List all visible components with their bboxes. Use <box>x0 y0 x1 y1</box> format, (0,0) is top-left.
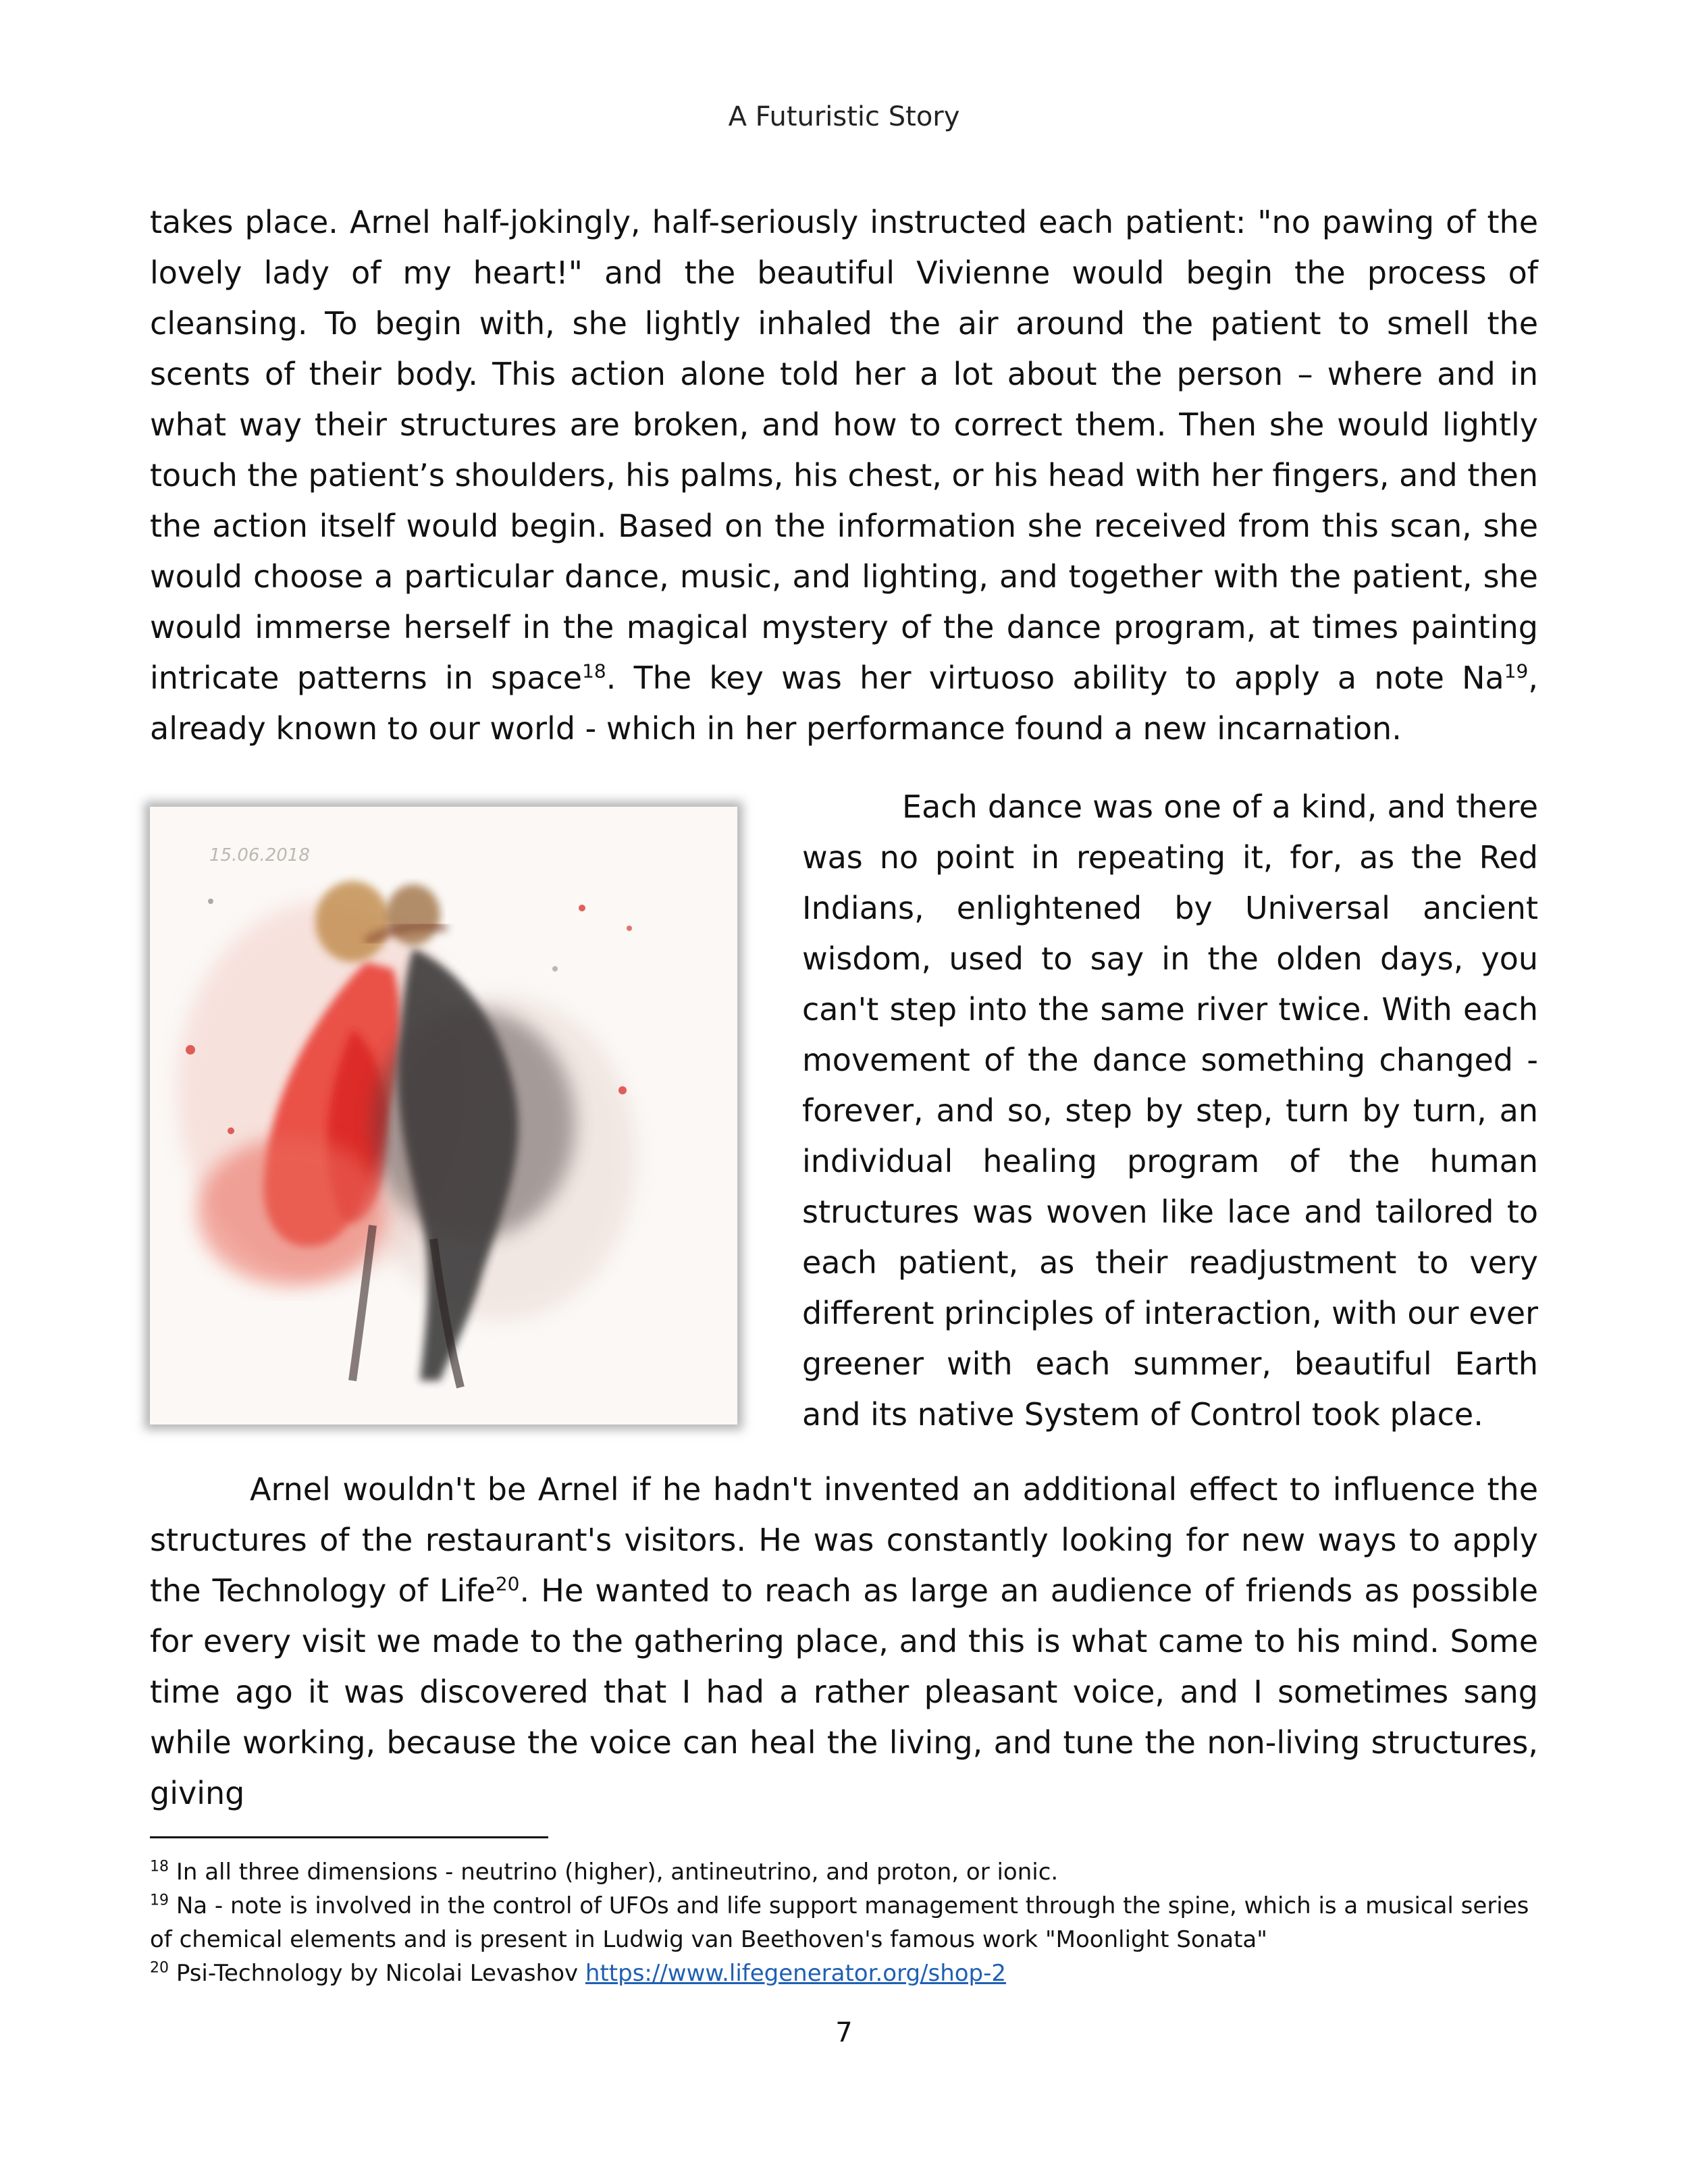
footnote-18-text: In all three dimensions - neutrino (higher), antineutrino, and proton, or ionic. <box>176 1859 1059 1886</box>
lifegenerator-link[interactable]: https://www.lifegenerator.org/shop-2 <box>585 1960 1007 1987</box>
footnote-20-text: Psi-Technology by Nicolai Levashov <box>176 1960 585 1987</box>
footnote-divider <box>150 1836 548 1838</box>
footnote-18-number: 18 <box>150 1858 169 1875</box>
footnote-ref-18[interactable]: 18 <box>582 660 606 683</box>
footnote-19 <box>150 1889 1538 1956</box>
paragraph-1-text-a: takes place. Arnel half-jokingly, half-seriously instructed each patient: "no pawing of the lovely lady of my heart!" and the beautiful Vivienne would begin the process of cleansing. To begin with, she lightly inhaled the air around the patient to smell the scents of their body. This action alone told her a lot about the person – where and in what way their structures are broken, and how to correct them. Then she would lightly touch the patient’s shoulders, his palms, his chest, or his head with her fingers, and then the action itself would begin. Based on the information she received from this scan, she would choose a particular dance, music, and lighting, and together with the patient, she would immerse herself in the magical mystery of the dance program, at times painting intricate patterns in space <box>150 204 1538 696</box>
paragraph-1 <box>150 197 1538 754</box>
footnote-ref-20[interactable]: 20 <box>495 1572 520 1595</box>
watercolor-dancers-image <box>150 807 737 1424</box>
footnote-ref-19[interactable]: 19 <box>1504 660 1529 683</box>
paragraph-2 <box>802 782 1538 1440</box>
illustration-inscription: 15.06.2018 <box>209 845 310 865</box>
dance-illustration <box>150 807 737 1424</box>
page-number: 7 <box>835 2017 853 2048</box>
paragraph-1-text-c: , already known to our world - which in her performance found a new incarnation. <box>150 660 1538 747</box>
footnote-19-text: Na - note is involved in the control of UFOs and life support management through the spine, which is a musical series of chemical elements and is present in Ludwig van Beethoven's famous work "Moonlight Sonata" <box>150 1892 1529 1953</box>
footnote-18 <box>150 1855 1538 1889</box>
paragraph-3-text-a: Arnel wouldn't be Arnel if he hadn't invented an additional effect to influence the structures of the restaurant's visitors. He was constantly looking for new ways to apply the Technology of Life <box>150 1471 1538 1609</box>
paragraph-1-text-b: . The key was her virtuoso ability to apply a note Na <box>606 660 1504 696</box>
footnote-20-number: 20 <box>150 1959 169 1977</box>
paragraph-3-text-b: . He wanted to reach as large an audience of friends as possible for every visit we made to the gathering place, and this is what came to his mind. Some time ago it was discovered that I had a rather pleasant voice, and I sometimes sang while working, because the voice can heal the living, and tune the non-living structures, giving <box>150 1572 1538 1811</box>
footnote-19-number: 19 <box>150 1892 169 1909</box>
paragraph-3 <box>150 1464 1538 1819</box>
paragraph-2-text: Each dance was one of a kind, and there was no point in repeating it, for, as the Red Indians, enlightened by Universal ancient wisdom, used to say in the olden days, you can't step into the same river twice. With each movement of the dance something changed - forever, and so, step by step, turn by turn, an individual healing program of the human structures was woven like lace and tailored to each patient, as their readjustment to very different principles of interaction, with our ever greener with each summer, beautiful Earth and its native System of Control took place. <box>802 789 1538 1433</box>
running-header: A Futuristic Story <box>728 101 960 132</box>
footnote-20 <box>150 1956 1538 1990</box>
